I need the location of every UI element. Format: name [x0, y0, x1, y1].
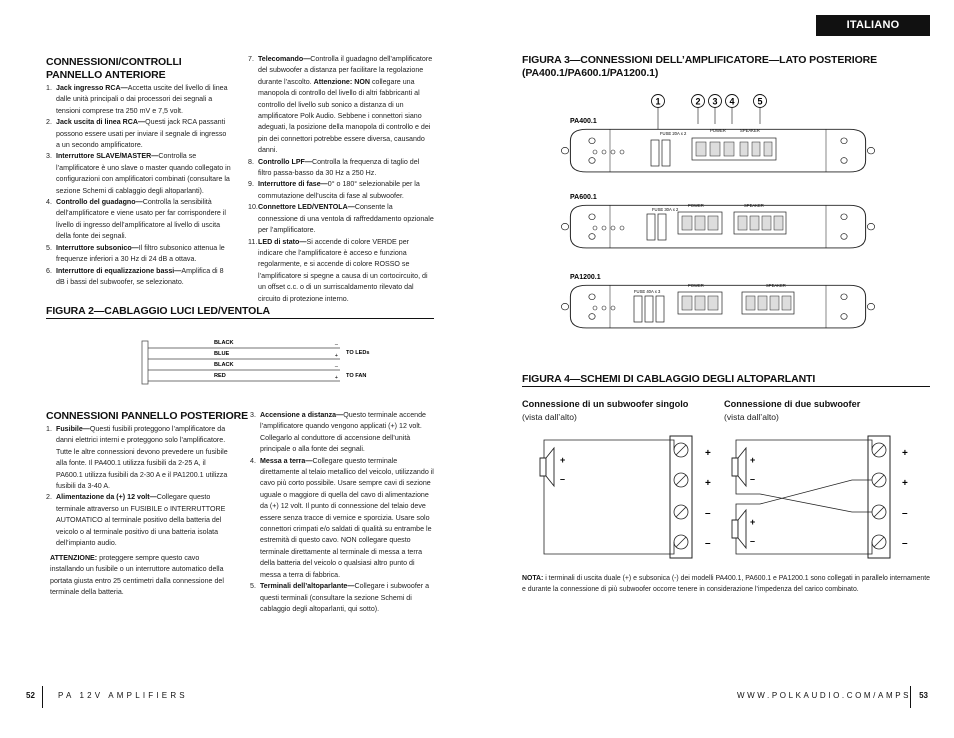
note-term: NOTA: [522, 575, 544, 582]
to-fan-label: TO FAN [346, 373, 367, 379]
item-number: 5. [250, 582, 256, 591]
list-item [46, 492, 232, 549]
single-plus-2: + [705, 478, 711, 489]
item-term: Accensione a distanza— [260, 411, 344, 419]
single-subwoofer-diagram [520, 428, 720, 568]
item-number: 10. [248, 203, 258, 212]
speaker-label-pa400: SPEAKER [740, 128, 760, 133]
item-term: Interruttore di fase— [258, 180, 328, 189]
front-heading-line2: PANNELLO ANTERIORE [46, 69, 166, 81]
item-number: 2. [46, 118, 52, 127]
item-term: Interruttore subsonico— [56, 243, 139, 252]
single-sub-title: Connessione di un subwoofer singolo [522, 399, 689, 409]
svg-text:–: – [334, 342, 338, 348]
list-item [250, 581, 436, 615]
item-text: Il filtro subsonico attenua le frequenze inferiori a 30 Hz di 24 dB a ottava. [56, 243, 225, 264]
list-item [248, 202, 434, 236]
wire-label-2: BLUE [214, 351, 230, 357]
item-text: Accetta uscite del livello di linea dalle unità principali o dai processori dei segnali a tensioni comprese tra 250 mV e 7,5 volt. [56, 84, 228, 115]
language-tab: ITALIANO [816, 15, 930, 36]
item-number: 5. [46, 243, 52, 252]
dual-plus-1: + [902, 448, 908, 459]
speaker-minus: – [560, 474, 566, 484]
item-number: 6. [46, 266, 52, 275]
note-text: i terminali di uscita duale (+) e subsonica (-) dei modelli PA400.1, PA600.1 e PA1200.1 sono collegati in parallelo internamente e durante la connessione di più subwoofer occorre tenere in considerazione l’impedenza del carico combinato. [522, 575, 930, 594]
item-text: Si accende di colore VERDE per indicare che l’amplificatore è acceso e funziona regolarmente, e si accende di colore ROSSO se l’amplificatore si spegne a causa di un cortocircuito, di un offset c.c. o di un surriscaldamento rilevato dal circuito di protezione interno. [258, 237, 428, 303]
fuse-label-pa600: FUSE 30A x 2 [652, 207, 679, 212]
item-term: Terminali dell’altoparlante— [260, 582, 355, 591]
right-footer-text: WWW.POLKAUDIO.COM/AMPS [736, 691, 912, 700]
list-item [46, 83, 232, 117]
amp-pa1200 [561, 274, 874, 328]
front-controls-list-a [46, 83, 232, 288]
item-text: Amplifica di 8 dB i bassi del subwoofer, se selezionato. [56, 266, 224, 286]
item-extra-term: Attenzione: NON [313, 77, 370, 86]
fig4-note [522, 573, 930, 596]
item-text: Controlla la sensibilità dell’amplificatore e viene usato per far corrispondere il livello di ingresso dell’amplificatore al livello di uscita della fonte dei segnali. [56, 198, 226, 241]
speaker-top-minus: – [750, 474, 756, 484]
svg-text:+: + [334, 375, 338, 381]
item-term: Jack uscita di linea RCA— [56, 118, 146, 127]
fuse-label-pa1200: FUSE 40A x 3 [634, 289, 661, 294]
item-text: Questi fusibili proteggono l’amplificatore da danni elettrici interni e proteggono solo l’amplificatore. Tutte le altre connessioni devono prevedere un fusibile alla fonte. Il PA400.1 utilizza fusibili da 2-25 A, il PA600.1 utilizza fusibili da 2-30 A e il PA1200.1 utilizza fusibili da 3-40 A. [56, 425, 228, 491]
figure3-title-line2: (PA400.1/PA600.1/PA1200.1) [522, 67, 659, 79]
speaker-icon-bottom [732, 520, 738, 538]
list-item [250, 410, 436, 456]
item-number: 1. [46, 84, 52, 92]
item-number: 7. [248, 55, 254, 63]
speaker-icon [540, 458, 546, 476]
right-page-number: 53 [919, 691, 928, 700]
item-text: Questi jack RCA passanti possono essere usati per inviare il segnale di ingresso a un secondo amplificatore. [56, 118, 227, 150]
speaker-label-pa1200: SPEAKER [766, 283, 786, 288]
dual-minus-1: – [902, 508, 908, 519]
wire-label-3: BLACK [214, 362, 234, 368]
speaker-bottom-plus: + [750, 517, 756, 527]
item-term: LED di stato— [258, 237, 307, 246]
connector-plug [142, 341, 148, 384]
figure3-title [522, 54, 877, 80]
footer-right [737, 690, 928, 702]
power-label-pa1200: POWER [688, 283, 704, 288]
amp-pa600 [561, 194, 874, 248]
figure2-title: FIGURA 2—CABLAGGIO LUCI LED/VENTOLA [46, 305, 271, 317]
callout-numbers [652, 95, 767, 131]
item-term: Fusibile— [56, 425, 90, 433]
item-term: Messa a terra— [260, 456, 313, 465]
speaker-label-pa600: SPEAKER [744, 203, 764, 208]
callout-5: 5 [757, 96, 763, 107]
speaker-icon-top [732, 458, 738, 476]
list-item [46, 197, 232, 243]
item-extra-text: collegare una manopola di controllo del livello di altri fabbricanti al controllo del livello sub sonico a distanza di un amplificatore Polk Audio. Sebbene i connettori siano adeguati, la posizione della manopola di controllo e dei pin dei connettori potrebbe essere diversa, causando danni. [258, 77, 431, 155]
list-item [248, 179, 434, 202]
figure4-title: FIGURA 4—SCHEMI DI CABLAGGIO DEGLI ALTOPARLANTI [522, 373, 816, 385]
rear-connections-list-a [46, 424, 232, 549]
item-number: 1. [46, 425, 52, 433]
attention-term: ATTENZIONE: [50, 554, 98, 562]
list-item [46, 424, 232, 492]
list-item [248, 54, 434, 157]
speaker-top-plus: + [750, 455, 756, 465]
list-item [46, 117, 232, 151]
item-term: Alimentazione da (+) 12 volt— [56, 493, 157, 502]
item-number: 4. [250, 456, 256, 465]
item-text: Collegare questo terminale attraverso un FUSIBILE o INTERRUTTORE AUTOMATICO al terminale positivo della batteria del veicolo o al terminale positivo di una batteria isolata dell’impianto audio. [56, 493, 226, 548]
callout-2: 2 [695, 96, 701, 107]
item-text: 0° o 180° selezionabile per la commutazione dell’uscita di fase al subwoofer. [258, 180, 420, 200]
dual-minus-2: – [902, 538, 908, 549]
item-number: 8. [248, 157, 254, 166]
item-term: Telecomando— [258, 55, 311, 63]
svg-text:+: + [334, 353, 338, 359]
left-footer-text: PA 12V AMPLIFIERS [58, 691, 188, 700]
power-label-pa600: POWER [688, 203, 704, 208]
item-number: 3. [46, 152, 52, 161]
power-label-pa400: POWER [710, 128, 726, 133]
attention-note [50, 553, 230, 599]
figure3-title-line1: FIGURA 3—CONNESSIONI DELL’AMPLIFICATORE—LATO POSTERIORE [522, 54, 878, 66]
figure2-rule [46, 318, 434, 319]
item-number: 3. [250, 411, 256, 419]
model-label-pa1200: PA1200.1 [570, 274, 601, 281]
item-text: Consente la connessione di una ventola di raffreddamento opzionale per l’amplificatore. [258, 203, 434, 235]
speaker-bottom-minus: – [750, 536, 756, 546]
dual-plus-2: + [902, 478, 908, 489]
svg-text:–: – [334, 364, 338, 370]
single-sub-view: (vista dall’alto) [522, 412, 577, 422]
single-minus-1: – [705, 508, 711, 519]
item-term: Controllo del guadagno— [56, 198, 143, 207]
item-term: Interruttore SLAVE/MASTER— [56, 152, 159, 161]
figure4-rule [522, 386, 930, 387]
list-item [248, 157, 434, 180]
fuse-label-pa400: FUSE 20A x 2 [660, 131, 687, 136]
list-item [46, 266, 232, 289]
front-controls-list-b [248, 54, 434, 305]
list-item [46, 243, 232, 266]
left-page-number: 52 [26, 691, 35, 700]
single-plus-1: + [705, 448, 711, 459]
item-term: Interruttore di equalizzazione bassi— [56, 266, 182, 275]
item-text: Controlla se l’amplificatore è uno slave o master quando collegato in configurazioni con amplificatori combinati (consultare la sezione Schemi di cablaggio degli altoparlanti). [56, 152, 231, 195]
wire-label-4: RED [214, 373, 226, 379]
list-item [46, 151, 232, 197]
amp-pa400 [561, 118, 874, 172]
item-text: Questo terminale accende l’amplificatore quando vengono applicati (+) 12 volt. Collegarlo al conduttore di accensione dell’unità principale o alla fonte dei segnali. [260, 411, 426, 454]
item-number: 4. [46, 198, 52, 207]
model-label-pa600: PA600.1 [570, 194, 597, 201]
callout-4: 4 [729, 96, 735, 107]
dual-sub-title: Connessione di due subwoofer [724, 399, 861, 409]
callout-1: 1 [655, 96, 661, 107]
item-number: 11. [248, 237, 258, 246]
led-fan-wiring-diagram [140, 334, 390, 394]
rear-connections-list-b [250, 410, 436, 615]
wire-label-1: BLACK [214, 340, 234, 346]
item-text: Collegare questo terminale direttamente al telaio metallico del veicolo, utilizzando il cavo più corto possibile. Usare sempre cavi di sezione uguale o maggiore di quella del cavo di alimentazione da (+) 12 volt. Il punto di connessione del telaio deve essere senza tracce di vernice e sporcizia. Usare solo connettori crimpati e/o saldati di qualità su entrambe le estremità di questo cavo. NON collegare questo terminale direttamente al terminale di messa a terra della batteria del veicolo o qualsiasi altro punto di messa a terra di fabbrica. [260, 456, 434, 579]
item-text: Controlla il guadagno dell’amplificatore del subwoofer a distanza per facilitare la regolazione durante l’ascolto. [258, 55, 433, 86]
attention-text: proteggere sempre questo cavo installando un fusibile o un interruttore automatico della portata giusta entro 25 centimetri dalla connessione del terminale della batteria. [50, 554, 224, 597]
item-number: 2. [46, 493, 52, 502]
list-item [250, 456, 436, 581]
dual-subwoofer-diagram [720, 428, 930, 568]
item-text: Controlla la frequenza di taglio del filtro passa-basso da 30 Hz a 250 Hz. [258, 157, 420, 178]
callout-3: 3 [712, 96, 718, 107]
speaker-plus: + [560, 455, 566, 465]
footer-left [26, 690, 188, 702]
item-text: Collegare i subwoofer a questi terminali (consultare la sezione Schemi di cablaggio degli altoparlanti, qui sotto). [260, 582, 430, 613]
rear-panel-heading: CONNESSIONI PANNELLO POSTERIORE [46, 410, 249, 422]
front-heading-line1: CONNESSIONI/CONTROLLI [46, 56, 182, 68]
item-term: Connettore LED/VENTOLA— [258, 203, 355, 212]
single-minus-2: – [705, 538, 711, 549]
to-leds-label: TO LEDs [346, 350, 370, 356]
item-term: Controllo LPF— [258, 157, 312, 166]
item-number: 9. [248, 180, 254, 189]
dual-sub-view: (vista dall’alto) [724, 412, 779, 422]
amplifier-rear-diagram [520, 86, 930, 356]
list-item [248, 237, 434, 305]
item-term: Jack ingresso RCA— [56, 84, 128, 92]
front-panel-heading [46, 56, 182, 82]
model-label-pa400: PA400.1 [570, 118, 597, 125]
